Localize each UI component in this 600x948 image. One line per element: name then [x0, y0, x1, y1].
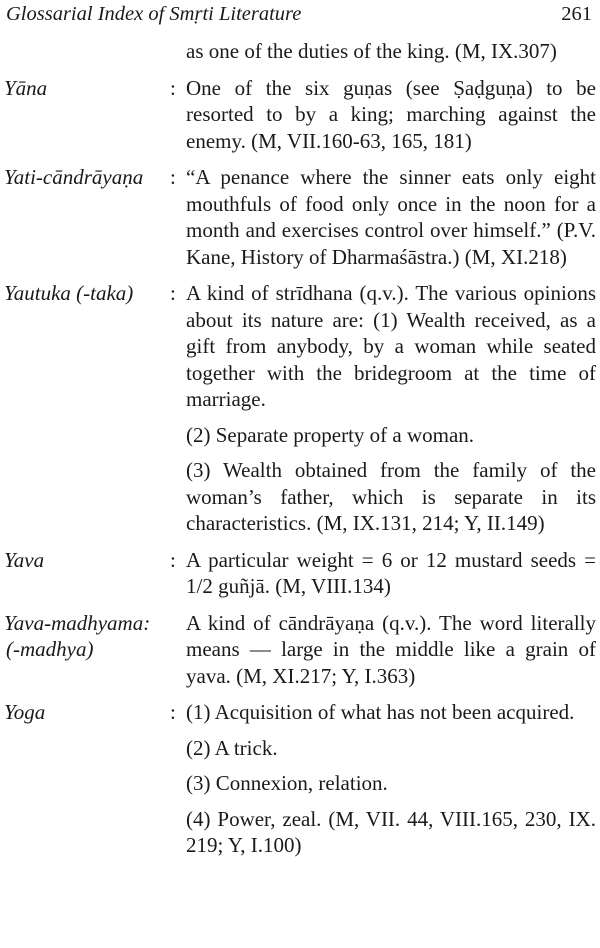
entry-definition: (2) A trick. [186, 735, 278, 760]
entry-definition: (2) Separate property of a woman. [186, 422, 475, 447]
entry-term: Yoga [4, 700, 46, 724]
entry-definition: A kind of cāndrāyaṇa (q.v.). The word literally means — large in the middle like a grain of yava. (M, XI.217; Y, I.363) [186, 610, 596, 688]
glossary-body [0, 38, 600, 859]
page-number: 261 [561, 3, 592, 25]
entry-definition: “A penance where the sinner eats only eight mouthfuls of food only once in the noon for a month and exercises control over himself.” (P.V. Kane, History of Dharmaśāstra.) (M, XI.218) [186, 165, 596, 269]
entry-term: Yava [4, 547, 45, 572]
entry-term: Yautuka (-taka) [4, 281, 134, 305]
entry-term: Yava-madhyama [4, 610, 144, 635]
entry-definition: (1) Acquisition of what has not been acquired. [186, 700, 575, 724]
entry-yava: Yava : A particular weight = 6 or 12 mustard seeds = 1/2 guñjā. (M, VIII.134) [0, 547, 600, 600]
entry-definition: (4) Power, zeal. (M, VII. 44, VIII.165, 230, IX. 219; Y, I.100) [186, 806, 596, 857]
entry-yana: Yāna : One of the six guṇas (see Ṣaḍguṇa) to be resorted to by a king; marching against the enemy. (M, VII.160-63, 165, 181) [0, 75, 600, 155]
entry-term: Yāna [4, 75, 48, 100]
entry-term: Yati-cāndrāyaṇa [4, 165, 144, 189]
entry-term-block: Yava-madhyama: (-madhya) [0, 610, 170, 690]
entry-definition: One of the six guṇas (see Ṣaḍguṇa) to be resorted to by a king; marching against the enemy. (M, VII.160-63, 165, 181) [186, 75, 596, 153]
continuation-entry [0, 38, 600, 65]
entry-definition: (3) Wealth obtained from the family of the woman’s father, which is separate in its characteristics. (M, IX.131, 214; Y, II.149) [186, 458, 596, 535]
entry-yoga: Yoga : (1) Acquisition of what has not been acquired. (2) A trick. (3) Connexion, relation. (4) Power, zeal. (M, VII. 44, VIII.165, 230, IX. 219; Y, I.100) [0, 699, 600, 859]
entry-definition: A particular weight = 6 or 12 mustard seeds = 1/2 guñjā. (M, VIII.134) [186, 547, 596, 598]
entry-yautuka: Yautuka (-taka) : A kind of strīdhana (q.v.). The various opinions about its nature are: (1) Wealth received, as a gift from anybody, by a woman while seated together with the bridegroom at the time of marriage. (2) Separate property of a woman. (3) Wealth obtained from the family of the woman’s father, which is separate in its characteristics. (M, IX.131, 214; Y, II.149) [0, 280, 600, 537]
entry-term-variant: (-madhya) [6, 637, 94, 661]
entry-yati-candrayana: Yati-cāndrāyaṇa : “A penance where the sinner eats only eight mouthfuls of food only once in the noon for a month and exercises control over himself.” (P.V. Kane, History of Dharmaśāstra.) (M, XI.218) [0, 164, 600, 270]
continuation-text: as one of the duties of the king. (M, IX.307) [186, 39, 557, 63]
running-header [6, 3, 592, 26]
entry-yava-madhyama [0, 610, 600, 690]
entry-definition: A kind of strīdhana (q.v.). The various opinions about its nature are: (1) Wealth received, as a gift from anybody, by a woman while seated together with the bridegroom at the time of marriage. [186, 281, 596, 411]
running-title: Glossarial Index of Smṛti Literature [6, 3, 302, 25]
entry-definition: (3) Connexion, relation. [186, 771, 388, 795]
